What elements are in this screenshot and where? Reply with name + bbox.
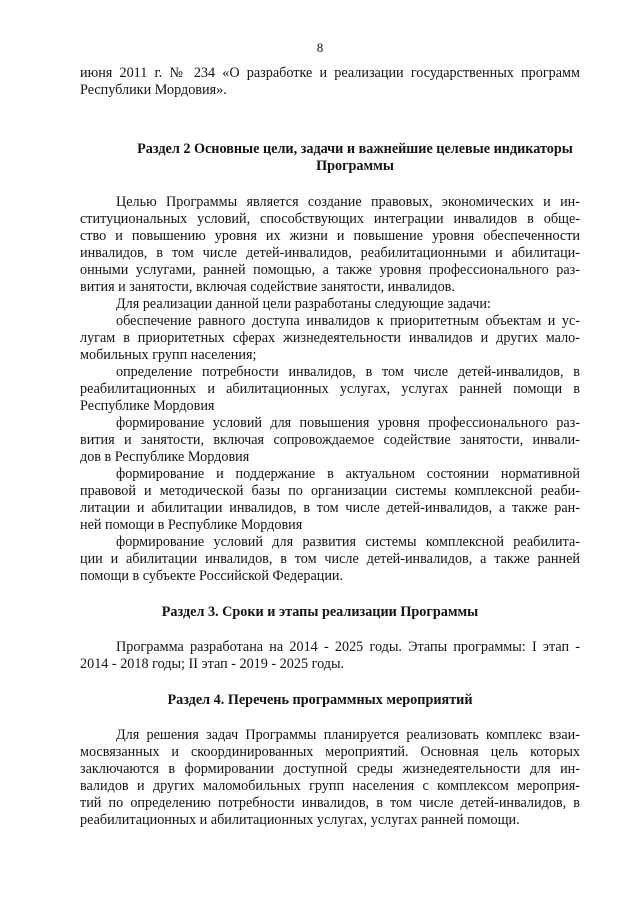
section-3-heading: Раздел 3. Сроки и этапы реализации Программы xyxy=(161,604,479,620)
paragraph-line: тий по определению потребности инвалидов, в том числе детей-инвалидов, в xyxy=(80,795,580,811)
section-2-heading: Раздел 2 Основные цели, задачи и важнейшие целевые индикаторы xyxy=(137,141,573,157)
paragraph-line: вития и занятости, включая сопровождаемое содействие занятости, инвали- xyxy=(80,432,580,448)
paragraph-line: вития и занятости, включая содействие занятости, инвалидов. xyxy=(80,279,455,295)
paragraph-line: формирование условий для повышения уровня профессионального раз- xyxy=(116,415,580,431)
paragraph-line: реабилитационных и абилитационных услугах, услугах ранней помощи. xyxy=(80,812,520,828)
paragraph-line: инвалидов, в том числе детей-инвалидов, реабилитационными и абилитаци- xyxy=(80,245,580,261)
paragraph-line: 2014 - 2018 годы; II этап - 2019 - 2025 годы. xyxy=(80,656,345,672)
paragraph-line: мобильных групп населения; xyxy=(80,347,257,363)
paragraph-line: Для решения задач Программы планируется реализовать комплекс взаи- xyxy=(116,727,580,743)
paragraph-line: Республике Мордовия xyxy=(80,398,215,414)
paragraph-line: определение потребности инвалидов, в том числе детей-инвалидов, в xyxy=(116,364,580,380)
paragraph-line: Для реализации данной цели разработаны следующие задачи: xyxy=(116,296,491,312)
paragraph-line: помощи в субъекте Российской Федерации. xyxy=(80,568,344,584)
paragraph-line: ство и повышению уровня их жизни и повышение уровня обеспеченности xyxy=(80,228,580,244)
paragraph-line: заключаются в формировании доступной среды жизнедеятельности для ин- xyxy=(80,761,580,777)
paragraph-line: Республики Мордовия». xyxy=(80,82,227,98)
paragraph-line: ституциональных условий, способствующих интеграции инвалидов в обще- xyxy=(80,211,580,227)
paragraph-line: ней помощи в Республике Мордовия xyxy=(80,517,303,533)
paragraph-line: Программа разработана на 2014 - 2025 годы. Этапы программы: I этап - xyxy=(116,639,580,655)
paragraph-line: лугам в приоритетных сферах жизнедеятельности инвалидов и других мало- xyxy=(80,330,580,346)
paragraph-line: июня 2011 г. № 234 «О разработке и реализации государственных программ xyxy=(80,65,580,81)
page-number: 8 xyxy=(316,40,324,55)
paragraph-line: формирование и поддержание в актуальном состоянии нормативной xyxy=(116,466,580,482)
paragraph-line: онными услугами, ранней помощью, а также уровня профессионального раз- xyxy=(80,262,580,278)
section-4-heading: Раздел 4. Перечень программных мероприятий xyxy=(167,692,473,708)
paragraph-line: ции и абилитации инвалидов, в том числе детей-инвалидов, а также ранней xyxy=(80,551,580,567)
paragraph-line: правовой и методической базы по организации системы комплексной реаби- xyxy=(80,483,580,499)
paragraph-line: реабилитационных и абилитационных услугах, услугах ранней помощи в xyxy=(80,381,580,397)
paragraph-line: Целью Программы является создание правовых, экономических и ин- xyxy=(116,194,580,210)
paragraph-line: валидов и других маломобильных групп населения с комплексом мероприя- xyxy=(80,778,580,794)
paragraph-line: обеспечение равного доступа инвалидов к приоритетным объектам и ус- xyxy=(116,313,580,329)
paragraph-line: мосвязанных и скоординированных мероприятий. Основная цель которых xyxy=(80,744,580,760)
section-2-heading: Программы xyxy=(316,158,394,174)
paragraph-line: литации и абилитации инвалидов, в том числе детей-инвалидов, а также ран- xyxy=(80,500,580,516)
paragraph-line: формирование условий для развития системы комплексной реабилита- xyxy=(116,534,580,550)
paragraph-line: дов в Республике Мордовия xyxy=(80,449,250,465)
